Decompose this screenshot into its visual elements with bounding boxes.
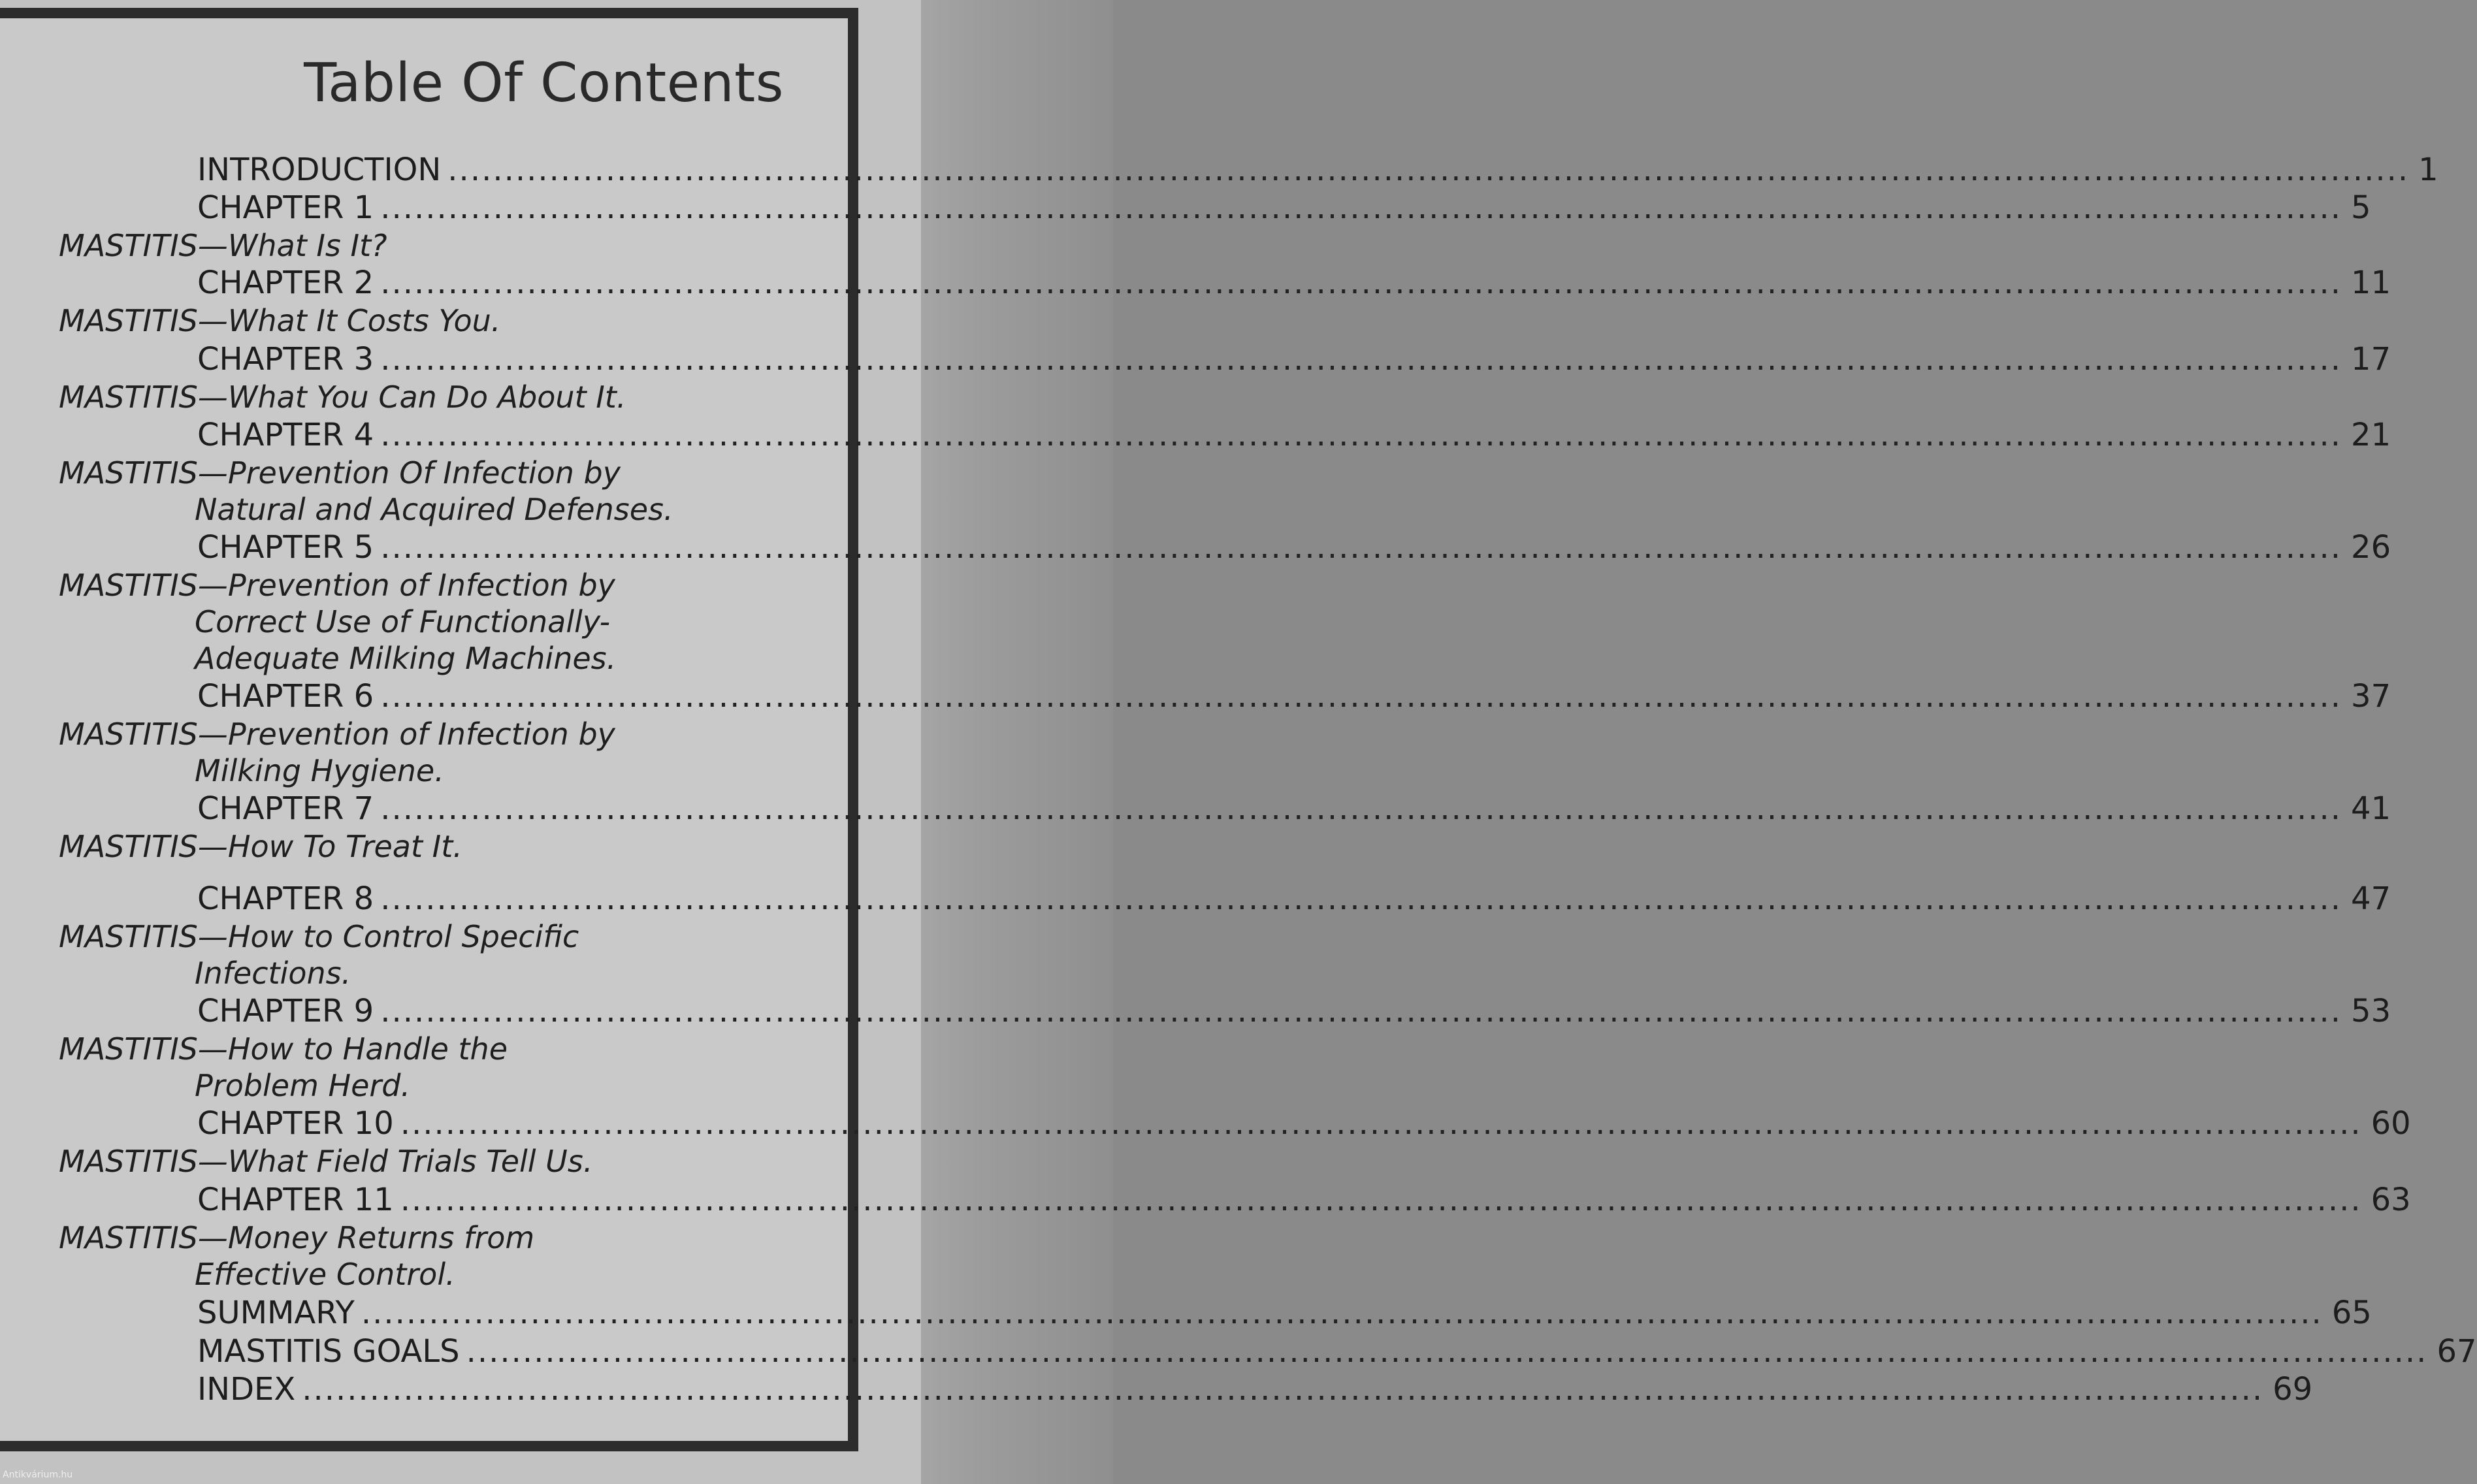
- toc-entry-label: CHAPTER 7: [197, 790, 374, 827]
- toc-dot-leader: ..............................................................................................................................................................................: [466, 1333, 2428, 1370]
- toc-entry: [197, 529, 2391, 568]
- toc-subtitle-line: MASTITIS—Prevention Of Infection by: [59, 455, 621, 491]
- toc-page-number: 53: [2351, 993, 2391, 1029]
- toc-page-number: 65: [2331, 1295, 2372, 1331]
- toc-dot-leader: ..............................................................................................................................................................................: [400, 1182, 2362, 1218]
- toc-chapter-subtitle: [59, 227, 777, 264]
- toc-page-number: 69: [2273, 1371, 2313, 1408]
- toc-entry-label: CHAPTER 3: [197, 341, 374, 378]
- toc-page-number: 17: [2351, 341, 2391, 378]
- toc-dot-leader: ..............................................................................................................................................................................: [380, 341, 2342, 378]
- toc-dot-leader: ..............................................................................................................................................................................: [447, 152, 2410, 188]
- toc-chapter-subtitle: [59, 1219, 777, 1293]
- toc-page-number: 37: [2351, 678, 2391, 715]
- toc-entry: [197, 1182, 2411, 1221]
- toc-entry-label: CHAPTER 6: [197, 678, 374, 715]
- toc-subtitle-line: Effective Control.: [195, 1257, 455, 1292]
- toc-entry: [197, 790, 2391, 830]
- toc-subtitle-line: Infections.: [195, 956, 351, 991]
- toc-dot-leader: ..............................................................................................................................................................................: [380, 678, 2342, 715]
- toc-entry: [197, 1105, 2411, 1144]
- toc-entry-label: CHAPTER 5: [197, 529, 374, 566]
- toc-entry-label: CHAPTER 11: [197, 1182, 394, 1218]
- toc-dot-leader: ..............................................................................................................................................................................: [380, 880, 2342, 917]
- toc-entry-label: SUMMARY: [197, 1295, 355, 1331]
- toc-entry: [197, 1295, 2372, 1334]
- toc-chapter-subtitle: [59, 455, 777, 528]
- toc-entry: [197, 265, 2391, 304]
- toc-chapter-subtitle: [59, 716, 777, 789]
- toc-dot-leader: ..............................................................................................................................................................................: [380, 189, 2342, 226]
- toc-title: Table Of Contents: [304, 52, 784, 114]
- toc-dot-leader: ..............................................................................................................................................................................: [361, 1295, 2323, 1331]
- toc-page-number: 67: [2437, 1333, 2477, 1370]
- toc-chapter-subtitle: [59, 828, 777, 865]
- toc-entry-label: CHAPTER 4: [197, 417, 374, 453]
- toc-entry-label: MASTITIS GOALS: [197, 1333, 460, 1370]
- toc-chapter-subtitle: [59, 1143, 777, 1180]
- toc-subtitle-line: Milking Hygiene.: [195, 753, 444, 788]
- toc-subtitle-line: MASTITIS—How to Handle the: [59, 1031, 508, 1067]
- toc-entry-label: CHAPTER 8: [197, 880, 374, 917]
- toc-subtitle-line: MASTITIS—What You Can Do About It.: [59, 379, 626, 415]
- toc-subtitle-line: MASTITIS—How To Treat It.: [59, 829, 462, 864]
- toc-chapter-subtitle: [59, 567, 777, 677]
- toc-entry: [197, 152, 2438, 191]
- toc-page-number: 26: [2351, 529, 2391, 566]
- toc-entry: [197, 189, 2371, 229]
- toc-subtitle-line: MASTITIS—Prevention of Infection by: [59, 717, 615, 752]
- toc-dot-leader: ..............................................................................................................................................................................: [380, 790, 2342, 827]
- toc-chapter-subtitle: [59, 379, 777, 415]
- toc-subtitle-line: Adequate Milking Machines.: [195, 641, 617, 676]
- toc-chapter-subtitle: [59, 302, 777, 339]
- toc-subtitle-line: MASTITIS—What Is It?: [59, 228, 387, 263]
- toc-entry: [197, 1333, 2477, 1372]
- toc-chapter-subtitle: [59, 1031, 777, 1104]
- toc-chapter-subtitle: [59, 918, 777, 992]
- toc-page-number: 11: [2351, 265, 2391, 301]
- toc-dot-leader: ..............................................................................................................................................................................: [380, 265, 2342, 301]
- toc-entry-label: INTRODUCTION: [197, 152, 442, 188]
- toc-dot-leader: ..............................................................................................................................................................................: [400, 1105, 2362, 1142]
- toc-entry-label: CHAPTER 10: [197, 1105, 394, 1142]
- toc-page-number: 5: [2351, 189, 2371, 226]
- toc-dot-leader: ..............................................................................................................................................................................: [380, 993, 2342, 1029]
- toc-page-number: 21: [2351, 417, 2391, 453]
- toc-dot-leader: ..............................................................................................................................................................................: [380, 417, 2342, 453]
- toc-subtitle-line: Correct Use of Functionally-: [195, 604, 611, 639]
- toc-page-number: 47: [2351, 880, 2391, 917]
- toc-subtitle-line: MASTITIS—Prevention of Infection by: [59, 568, 615, 603]
- watermark-text: Antikvárium.hu: [3, 1470, 73, 1480]
- toc-dot-leader: ..............................................................................................................................................................................: [302, 1371, 2264, 1408]
- toc-entry-label: CHAPTER 9: [197, 993, 374, 1029]
- toc-subtitle-line: Natural and Acquired Defenses.: [195, 492, 673, 527]
- toc-entry-label: CHAPTER 2: [197, 265, 374, 301]
- toc-entry: [197, 678, 2391, 717]
- toc-dot-leader: ..............................................................................................................................................................................: [380, 529, 2342, 566]
- toc-page-number: 1: [2418, 152, 2438, 188]
- toc-subtitle-line: MASTITIS—How to Control Specific: [59, 919, 579, 954]
- toc-entry-label: CHAPTER 1: [197, 189, 374, 226]
- toc-page-number: 63: [2371, 1182, 2411, 1218]
- toc-entry: [197, 417, 2391, 456]
- toc-page-number: 60: [2371, 1105, 2411, 1142]
- toc-subtitle-line: MASTITIS—Money Returns from: [59, 1220, 535, 1255]
- toc-entry: [197, 880, 2391, 920]
- toc-entry-label: INDEX: [197, 1371, 296, 1408]
- toc-entry: [197, 341, 2391, 380]
- toc-subtitle-line: Problem Herd.: [195, 1068, 411, 1103]
- toc-page-number: 41: [2351, 790, 2391, 827]
- toc-entry: [197, 1371, 2313, 1410]
- toc-subtitle-line: MASTITIS—What Field Trials Tell Us.: [59, 1144, 593, 1179]
- toc-subtitle-line: MASTITIS—What It Costs You.: [59, 303, 501, 338]
- toc-entry: [197, 993, 2391, 1032]
